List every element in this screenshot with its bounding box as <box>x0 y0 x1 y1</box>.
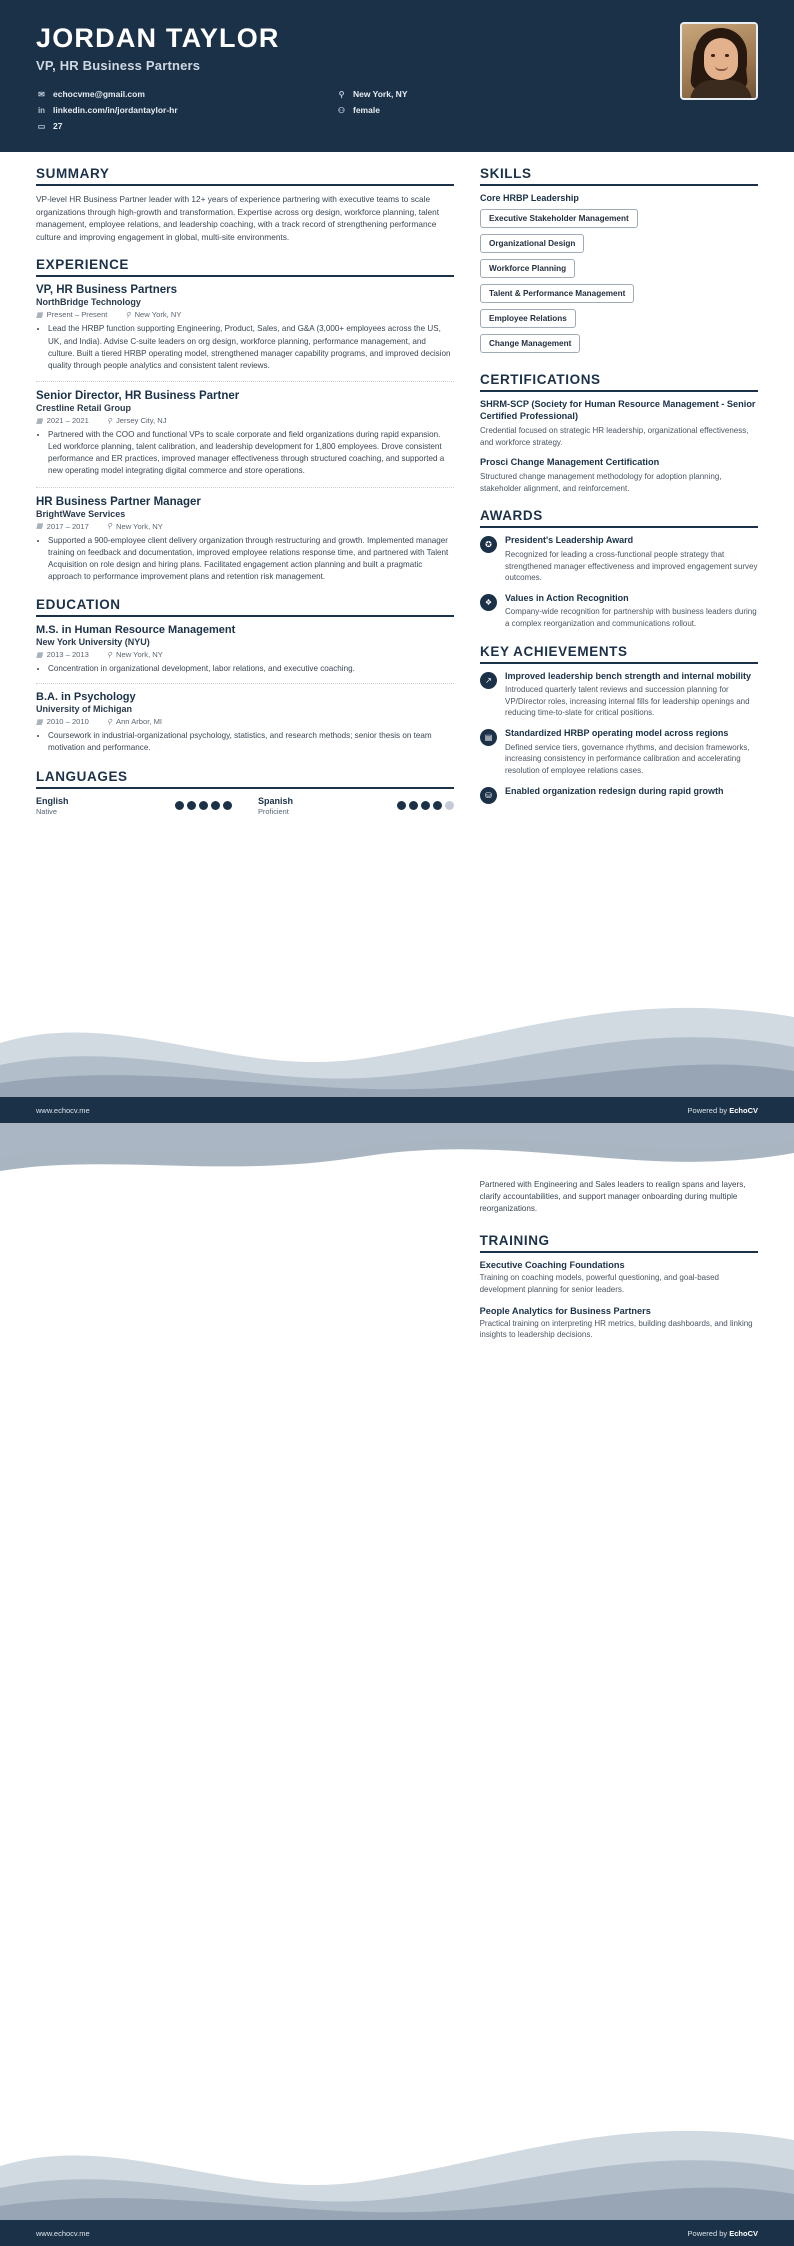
candidate-role: VP, HR Business Partners <box>36 57 201 73</box>
footer-site[interactable]: www.echocv.me <box>36 1105 90 1115</box>
location-icon: ⚲ <box>106 718 112 726</box>
experience-item <box>36 487 454 584</box>
job-bullet: • Supported a 900-employee client delivery organization through restructuring and growth. Implemented manager training on feedback and documentation, improved employee relations response time, and partnered with Talent Acquisition on role design and hiring plans. Facilitated engagement action planning and built a pragmatic approach to performance improvement plans and retention risk management. <box>48 535 454 584</box>
job-location: Jersey City, NJ <box>116 416 167 425</box>
location-icon: ⚲ <box>125 311 131 319</box>
medal-icon: ✪ <box>480 536 497 553</box>
training-desc: Training on coaching models, powerful questioning, and goal-based development planning for senior leaders. <box>479 1273 720 1295</box>
decorative-waves <box>0 947 794 1097</box>
experience-item <box>36 284 454 372</box>
growth-icon: ↗ <box>480 672 497 689</box>
contact-linkedin[interactable] <box>36 105 336 116</box>
contact-location <box>336 89 596 100</box>
award-name: Values in Action Recognition <box>505 592 629 603</box>
education-bullets <box>36 730 454 754</box>
job-bullets <box>36 535 454 584</box>
education-bullet: • Concentration in organizational development, labor relations, and executive coaching. <box>48 663 454 675</box>
skills-group-title: Core HRBP Leadership <box>480 193 579 203</box>
resume-page-2 <box>0 1123 794 2246</box>
ribbon-icon: ❖ <box>480 594 497 611</box>
experience-item <box>36 381 454 478</box>
calendar-icon: ▦ <box>36 311 43 319</box>
location-icon: ⚲ <box>338 89 345 99</box>
footer-site[interactable]: www.echocv.me <box>36 2228 90 2238</box>
calendar-icon: ▦ <box>36 417 43 425</box>
certification-desc: Credential focused on strategic HR leadership, organizational effectiveness, and workforce strategy. <box>480 425 749 447</box>
job-bullet: • Partnered with the COO and functional VPs to scale corporate and field organizations during rapid expansion. Led workforce planning, talent calibration, and leadership development for 1,800 employees. Drove consistent performance and ER practices, improved manager effectiveness through structured coaching, and supported a new operating model integrating digital commerce and store operations. <box>48 429 454 478</box>
skill-chip: Executive Stakeholder Management <box>480 209 638 228</box>
contact-email-text: echocvme@gmail.com <box>53 89 145 100</box>
location-icon: ⚲ <box>106 417 112 425</box>
award-item <box>480 535 758 583</box>
skill-chip: Change Management <box>480 334 580 353</box>
education-school: New York University (NYU) <box>36 637 150 648</box>
email-icon: ✉ <box>38 89 45 99</box>
training-name: Executive Coaching Foundations <box>479 1260 625 1271</box>
achievement-desc: Defined service tiers, governance rhythms, and decision frameworks, increasing consistency in performance calibration and accelerating resolution of employee relations cases. <box>505 742 750 775</box>
job-location: New York, NY <box>134 310 182 320</box>
avatar <box>680 22 758 100</box>
education-item <box>36 624 454 675</box>
language-item <box>36 796 232 816</box>
education-dates: 2010 – 2010 <box>46 717 89 727</box>
training-item <box>480 1306 758 1341</box>
education-section <box>36 597 454 754</box>
education-bullets <box>36 663 454 675</box>
job-meta <box>36 522 454 531</box>
skill-chip: Workforce Planning <box>480 259 575 278</box>
award-desc: Company-wide recognition for partnership with business leaders during a complex reorganization and communications rollout. <box>505 607 757 628</box>
contact-gender-text: female <box>353 105 380 116</box>
training-item <box>480 1260 758 1295</box>
footer-brand: Powered by EchoCV <box>687 1105 758 1115</box>
contact-age-text: 27 <box>53 121 63 132</box>
education-meta <box>36 717 454 726</box>
contact-list <box>36 89 758 132</box>
location-icon: ⚲ <box>106 651 112 659</box>
job-title: VP, HR Business Partners <box>36 284 178 297</box>
certification-item <box>480 399 758 448</box>
skill-chip: Employee Relations <box>480 309 576 328</box>
award-desc: Recognized for leading a cross-functional people strategy that strengthened manager effectiveness and improved engagement survey outcomes. <box>505 549 758 583</box>
right-column-page2 <box>480 1179 758 1355</box>
achievement-item <box>480 786 758 804</box>
job-meta <box>36 416 454 425</box>
training-name: People Analytics for Business Partners <box>479 1305 651 1316</box>
achievement-name: Standardized HRBP operating model across regions <box>505 728 729 739</box>
certifications-section <box>480 372 758 494</box>
skill-chip: Talent & Performance Management <box>480 284 634 303</box>
page-footer <box>0 1097 794 1123</box>
decorative-waves <box>0 2070 794 2220</box>
job-company: Crestline Retail Group <box>36 403 132 413</box>
achievement-item <box>480 728 758 776</box>
education-school: University of Michigan <box>36 704 133 715</box>
calendar-icon: ▦ <box>36 718 43 726</box>
achievement-item <box>480 671 758 719</box>
awards-title: AWARDS <box>480 508 758 528</box>
languages-section <box>36 769 454 816</box>
contact-location-text: New York, NY <box>353 89 408 100</box>
education-bullet: • Coursework in industrial-organizational psychology, statistics, and research methods; senior thesis on team motivation and performance. <box>48 730 454 754</box>
location-icon: ⚲ <box>106 523 112 531</box>
job-dates: 2017 – 2017 <box>46 521 89 531</box>
awards-section <box>480 508 758 629</box>
left-column-page2 <box>36 1179 454 1355</box>
contact-email[interactable] <box>36 89 336 100</box>
job-dates: 2021 – 2021 <box>46 416 89 425</box>
org-icon: ⛁ <box>480 787 497 804</box>
skill-chip: Organizational Design <box>480 234 584 253</box>
candidate-name: JORDAN TAYLOR <box>36 23 280 53</box>
award-name: President's Leadership Award <box>505 535 634 546</box>
job-title: Senior Director, HR Business Partner <box>36 390 240 402</box>
language-name: Spanish <box>258 795 294 806</box>
right-column <box>480 166 758 830</box>
experience-title: EXPERIENCE <box>36 257 454 277</box>
skills-section <box>480 166 758 358</box>
skills-title: SKILLS <box>480 166 758 186</box>
job-company: NorthBridge Technology <box>36 297 141 308</box>
linkedin-icon: in <box>37 105 46 115</box>
education-degree: B.A. in Psychology <box>36 691 136 704</box>
job-dates: Present – Present <box>46 310 108 320</box>
document-icon: ▤ <box>480 729 497 746</box>
job-bullets <box>36 429 454 478</box>
page-footer <box>0 2220 794 2246</box>
footer-brand: Powered by EchoCV <box>687 2228 758 2238</box>
summary-text: VP-level HR Business Partner leader with 12+ years of experience partnering with executive teams to scale organizations through high-growth and transformation. Expertise across org design, workforce planning, talent management, employee relations, and leadership coaching, with a track record of strengthening performance culture and improving engagement in global, multi-site environments. <box>36 194 440 242</box>
achievements-section <box>480 644 758 804</box>
education-degree: M.S. in Human Resource Management <box>36 624 236 637</box>
education-location: New York, NY <box>116 650 163 660</box>
achievement-desc-continued: Partnered with Engineering and Sales leaders to realign spans and layers, clarify accountabilities, and support manager onboarding during multiple reorganizations. <box>479 1180 746 1214</box>
education-meta <box>36 650 454 659</box>
job-title: HR Business Partner Manager <box>36 495 201 508</box>
language-level: Proficient <box>258 806 289 816</box>
job-meta <box>36 310 454 319</box>
person-icon: ⚇ <box>337 105 346 115</box>
job-location: New York, NY <box>116 521 163 531</box>
resume-header <box>0 0 794 152</box>
certification-name: SHRM-SCP (Society for Human Resource Management - Senior Certified Professional) <box>480 399 756 421</box>
training-section <box>480 1233 758 1340</box>
language-name: English <box>36 795 69 806</box>
job-bullets <box>36 323 454 372</box>
skill-chip-list <box>480 208 758 358</box>
education-item <box>36 683 454 754</box>
summary-title: SUMMARY <box>36 166 454 186</box>
language-level: Native <box>36 806 57 816</box>
education-location: Ann Arbor, MI <box>116 717 163 727</box>
certification-name: Prosci Change Management Certification <box>480 457 660 468</box>
certifications-title: CERTIFICATIONS <box>480 372 758 392</box>
calendar-icon: ▦ <box>36 523 43 531</box>
training-desc: Practical training on interpreting HR metrics, building dashboards, and linking insights to leadership decisions. <box>479 1318 753 1340</box>
contact-age <box>36 121 336 132</box>
achievement-name: Enabled organization redesign during rapid growth <box>505 785 724 796</box>
certification-desc: Structured change management methodology for adoption planning, stakeholder alignment, and reinforcement. <box>480 472 722 493</box>
calendar-icon: ▭ <box>37 121 46 131</box>
experience-section <box>36 257 454 583</box>
language-item <box>258 796 454 816</box>
achievement-desc: Introduced quarterly talent reviews and succession planning for VP/Director roles, increasing internal fills for leadership openings and reducing time-to-slate for critical positions. <box>505 685 750 718</box>
award-item <box>480 593 758 630</box>
calendar-icon: ▦ <box>36 651 43 659</box>
left-column <box>36 166 454 830</box>
job-bullet: • Lead the HRBP function supporting Engineering, Product, Sales, and G&A (3,000+ employees across the US, UK, and India). Advise C-suite leaders on org design, workforce planning, performance management, and culture. Built a tiered HRBP operating model, strengthened manager capability programs, and improved decision quality through people analytics and consistent talent reviews. <box>48 323 454 372</box>
contact-linkedin-text: linkedin.com/in/jordantaylor-hr <box>53 105 178 116</box>
languages-title: LANGUAGES <box>36 769 454 789</box>
job-company: BrightWave Services <box>36 508 126 519</box>
education-dates: 2013 – 2013 <box>46 650 89 660</box>
achievements-title: KEY ACHIEVEMENTS <box>480 644 758 664</box>
achievement-name: Improved leadership bench strength and internal mobility <box>505 670 752 681</box>
summary-section <box>36 166 454 243</box>
language-rating <box>397 801 454 810</box>
certification-item <box>480 457 758 494</box>
education-title: EDUCATION <box>36 597 454 617</box>
training-title: TRAINING <box>480 1233 758 1253</box>
language-rating <box>175 801 232 810</box>
contact-gender <box>336 105 596 116</box>
